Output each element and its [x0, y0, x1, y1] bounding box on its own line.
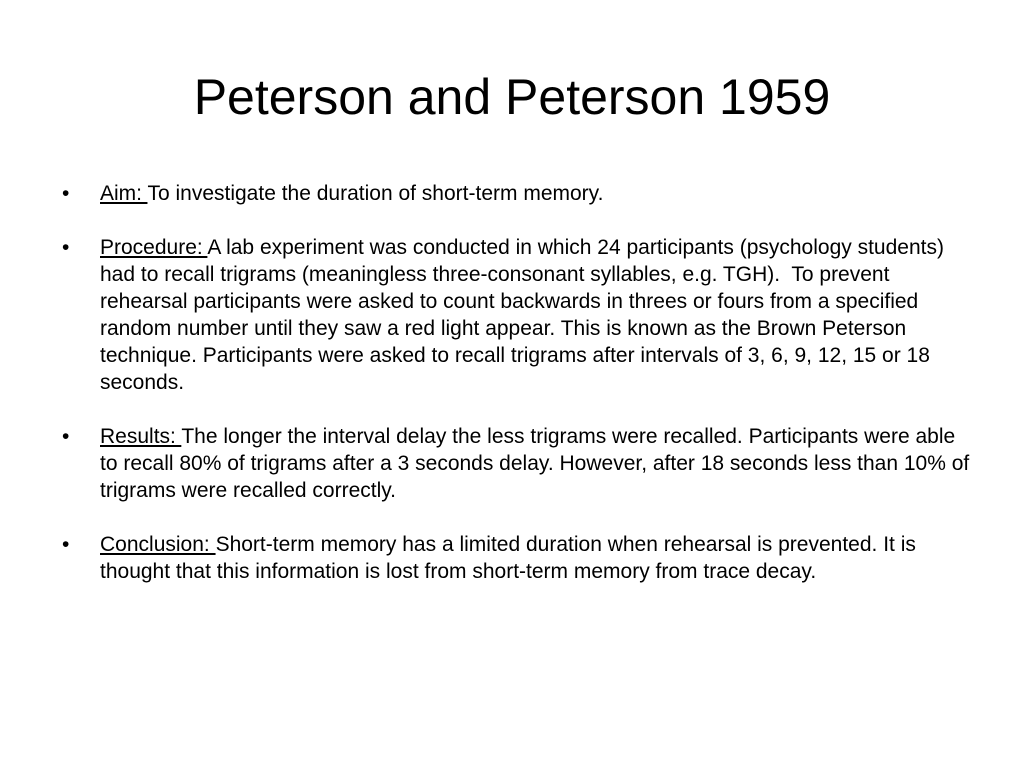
bullet-point-icon: • [62, 236, 70, 259]
bullet-text-conclusion: Short-term memory has a limited duration when rehearsal is prevented. It is thought that this information is lost from short-term memory from trace decay. [100, 533, 922, 583]
bullet-procedure [62, 234, 972, 396]
bullet-label-conclusion: Conclusion: [100, 533, 216, 556]
bullet-text-aim: To investigate the duration of short-term memory. [147, 182, 604, 205]
bullet-text-procedure: A lab experiment was conducted in which 24 participants (psychology students) had to recall trigrams (meaningless three-consonant syllables, e.g. TGH). To prevent rehearsal participants were asked to count backwards in threes or fours from a specified random number until they saw a red light appear. This is known as the Brown Peterson technique. Participants were asked to recall trigrams after intervals of 3, 6, 9, 12, 15 or 18 seconds. [100, 236, 950, 394]
bullet-conclusion [62, 531, 972, 585]
slide-title: Peterson and Peterson 1959 [193, 69, 831, 125]
bullet-list [62, 180, 976, 612]
bullet-label-aim: Aim: [100, 182, 148, 205]
bullet-label-procedure: Procedure: [100, 236, 208, 259]
bullet-aim [62, 180, 972, 207]
bullet-point-icon: • [62, 182, 70, 205]
bullet-point-icon: • [62, 425, 70, 448]
bullet-label-results: Results: [100, 425, 182, 448]
bullet-results [62, 423, 976, 504]
bullet-text-results: The longer the interval delay the less trigrams were recalled. Participants were able to recall 80% of trigrams after a 3 seconds delay. However, after 18 seconds less than 10% of trigrams were recalled correctly. [100, 425, 976, 502]
bullet-point-icon: • [62, 533, 70, 556]
